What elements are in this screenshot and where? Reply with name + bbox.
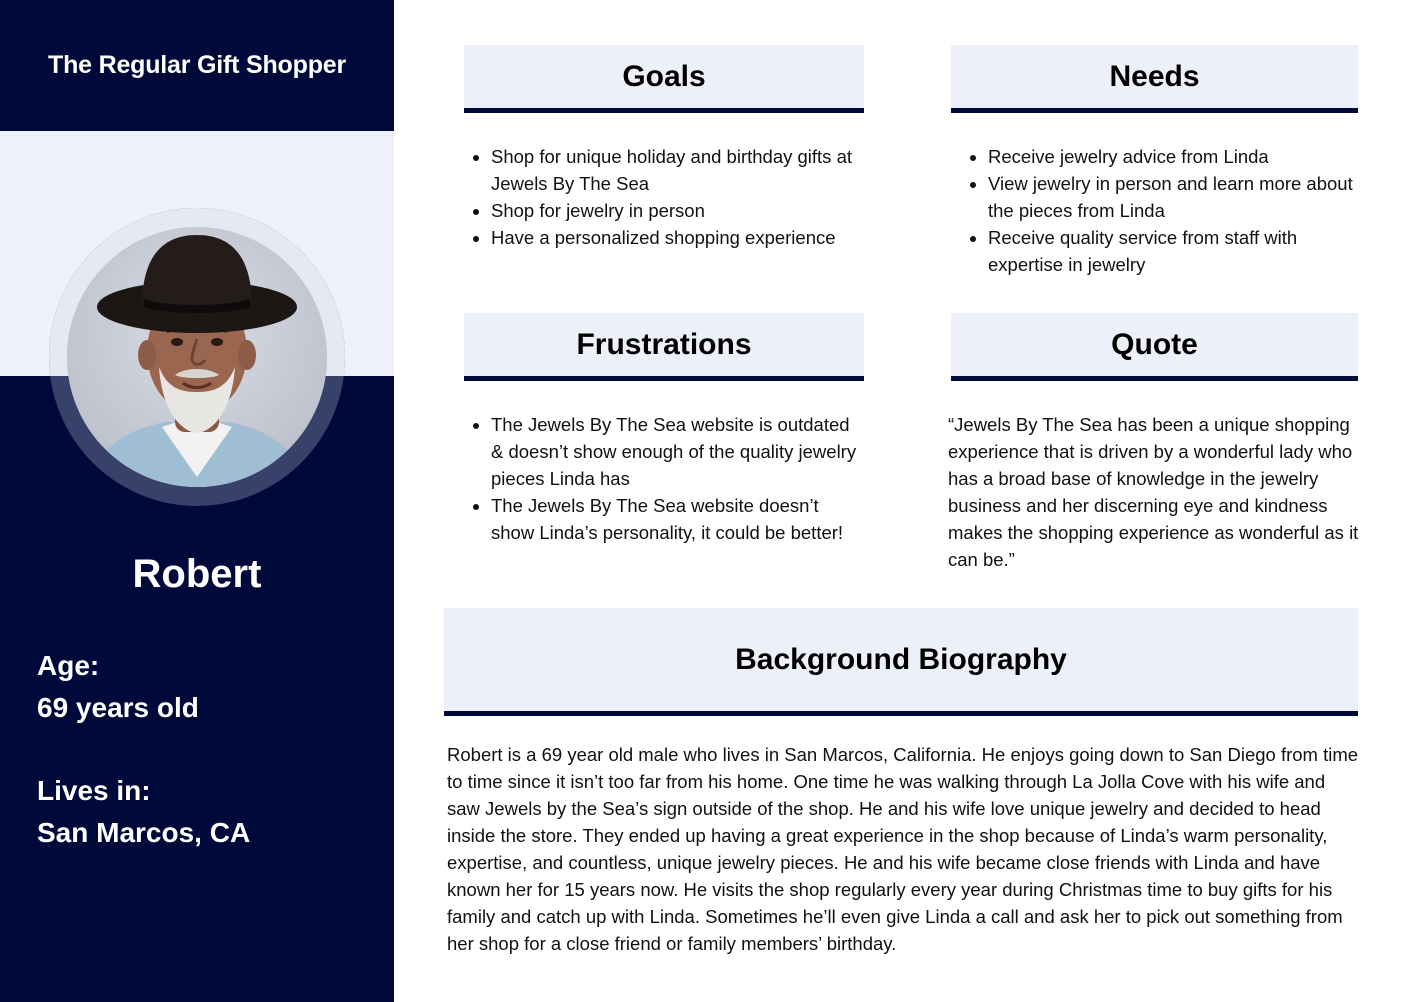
persona-title: The Regular Gift Shopper (48, 51, 346, 79)
list-item: • Have a personalized shopping experience (491, 224, 864, 251)
location-value: San Marcos, CA (37, 817, 251, 848)
persona-name: Robert (132, 552, 262, 596)
quote-heading: Quote (951, 313, 1358, 381)
biography-heading: Background Biography (444, 608, 1358, 716)
frustrations-list (464, 411, 864, 546)
location-label: Lives in: (37, 775, 151, 806)
goals-heading: Goals (464, 45, 864, 113)
goals-list (464, 143, 864, 251)
age-label: Age: (37, 650, 100, 681)
needs-list (961, 143, 1361, 278)
list-item: • Receive quality service from staff with expertise in jewelry (988, 224, 1361, 278)
frustrations-heading: Frustrations (464, 313, 864, 381)
biography-text: Robert is a 69 year old male who lives in San Marcos, California. He enjoys going down to San Diego from time to time since it isn’t too far from his home. One time he was walking through La Jolla Cove with his wife and saw Jewels by the Sea’s sign outside of the shop. He and his wife love unique jewelry and decided to head inside the store. They ended up having a great experience in the shop because of Linda’s warm personality, expertise, and countless, unique jewelry pieces. He and his wife became close friends with Linda and have known her for 15 years now. He visits the shop regularly every year during Christmas time to buy gifts for his family and catch up with Linda. Sometimes he’ll even give Linda a call and ask her to pick out something from her shop for a close friend or family members’ birthday. (447, 744, 1359, 954)
list-item: • View jewelry in person and learn more about the pieces from Linda (988, 170, 1361, 224)
person-portrait-icon (67, 227, 327, 487)
persona-sidebar (0, 0, 394, 1002)
age-value: 69 years old (37, 692, 199, 723)
list-item: • The Jewels By The Sea website is outdated & doesn’t show enough of the quality jewelry pieces Linda has (491, 411, 864, 492)
needs-heading: Needs (951, 45, 1358, 113)
sidebar-header (0, 0, 394, 131)
list-item: • The Jewels By The Sea website doesn’t show Linda’s personality, it could be better! (491, 492, 864, 546)
list-item: • Receive jewelry advice from Linda (988, 143, 1361, 170)
quote-text: “Jewels By The Sea has been a unique shopping experience that is driven by a wonderful lady who has a broad base of knowledge in the jewelry business and her discerning eye and kindness makes the shopping experience as wonderful as it can be.” (948, 414, 1359, 570)
list-item: • Shop for jewelry in person (491, 197, 864, 224)
avatar (67, 227, 327, 487)
list-item: • Shop for unique holiday and birthday gifts at Jewels By The Sea (491, 143, 864, 197)
